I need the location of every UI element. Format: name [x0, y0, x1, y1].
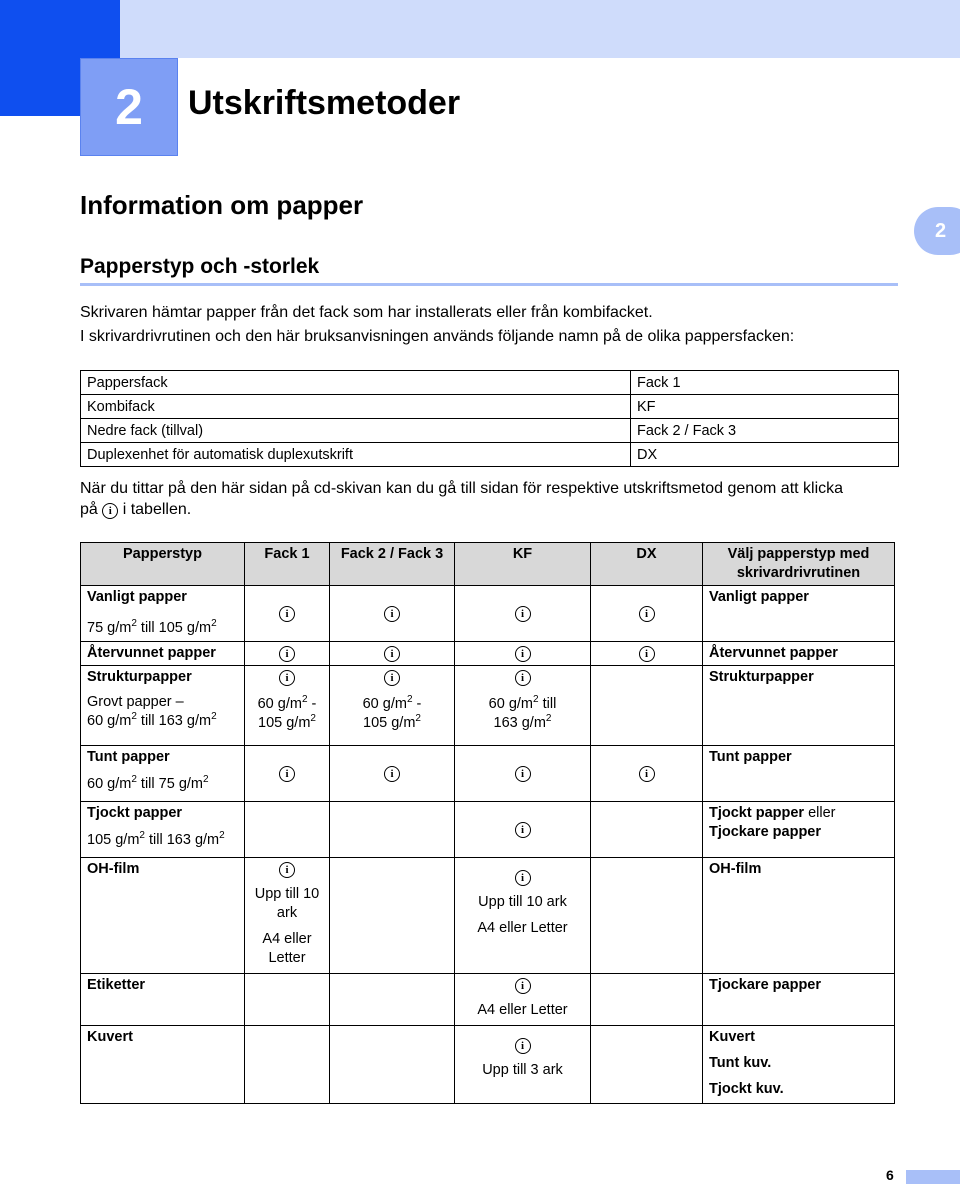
- link-paragraph: När du tittar på den här sidan på cd-skivan kan du gå till sidan för respektive utskriftsmetod genom att klicka: [80, 480, 844, 497]
- info-icon[interactable]: i: [279, 862, 295, 878]
- paper-size: A4 eller Letter: [477, 1002, 568, 1018]
- row-label: Återvunnet papper: [81, 642, 245, 666]
- dx-cell: [591, 666, 703, 746]
- info-icon[interactable]: i: [384, 766, 400, 782]
- paper-size: A4 eller Letter: [262, 931, 312, 966]
- dx-cell: [591, 802, 703, 858]
- dx-cell[interactable]: [591, 746, 703, 802]
- table-row: [81, 1026, 895, 1104]
- fack1-cell: [245, 802, 330, 858]
- driver-cell: Tjockare papper: [703, 974, 895, 1026]
- row-label: [81, 746, 245, 802]
- page-number-bar: [906, 1170, 960, 1184]
- info-icon[interactable]: i: [279, 646, 295, 662]
- info-icon[interactable]: i: [639, 766, 655, 782]
- intro-paragraph: Skrivaren hämtar papper från det fack som har installerats eller från kombifacket.: [80, 304, 653, 321]
- fack1-cell[interactable]: [245, 642, 330, 666]
- chapter-side-tab[interactable]: 2: [914, 207, 960, 255]
- table-row: [81, 642, 895, 666]
- paper-subtype: Grovt papper –: [87, 694, 184, 710]
- subsection-heading: Papperstyp och -storlek: [80, 255, 320, 278]
- info-icon[interactable]: i: [515, 822, 531, 838]
- fack23-cell: [330, 1026, 455, 1104]
- table-header-row: [81, 543, 895, 586]
- paper-type: Tjockt papper: [87, 805, 183, 821]
- page-number: 6: [886, 1167, 894, 1183]
- paper-type: Strukturpapper: [87, 669, 192, 685]
- tray-value: DX: [631, 443, 899, 467]
- paper-type-table: [80, 542, 895, 1104]
- info-icon[interactable]: i: [515, 1038, 531, 1054]
- dx-cell: [591, 858, 703, 974]
- fack23-cell[interactable]: [330, 746, 455, 802]
- table-row: [81, 419, 899, 443]
- kf-cell[interactable]: [455, 666, 591, 746]
- dx-cell[interactable]: [591, 586, 703, 642]
- link-paragraph-text: på: [80, 501, 98, 518]
- kf-cell[interactable]: [455, 642, 591, 666]
- driver-option: Kuvert: [709, 1029, 755, 1045]
- weight-range: 60 $g/m^2$ till 75 $g/m^2$: [87, 774, 209, 792]
- driver-option: Tjockt papper: [709, 805, 805, 821]
- driver-option: Tjockare papper: [709, 824, 822, 840]
- fack1-cell: [245, 974, 330, 1026]
- col-header: Papperstyp: [81, 543, 245, 586]
- info-icon[interactable]: i: [515, 870, 531, 886]
- weight-range: 60 $g/m^2$ till 163 $g/m^2$: [87, 711, 217, 729]
- kf-cell[interactable]: [455, 858, 591, 974]
- table-row: [81, 443, 899, 467]
- tray-value: KF: [631, 395, 899, 419]
- table-row: [81, 395, 899, 419]
- driver-cell: Tunt papper: [703, 746, 895, 802]
- fack1-cell[interactable]: [245, 746, 330, 802]
- driver-connector: eller: [808, 805, 836, 821]
- col-header: Fack 2 / Fack 3: [330, 543, 455, 586]
- tray-name: Duplexenhet för automatisk duplexutskrift: [81, 443, 631, 467]
- col-header: Fack 1: [245, 543, 330, 586]
- fack1-cell: [245, 1026, 330, 1104]
- sheet-limit: Upp till 10 ark: [254, 886, 320, 921]
- table-row: [81, 974, 895, 1026]
- row-label: Etiketter: [81, 974, 245, 1026]
- fack23-cell[interactable]: [330, 586, 455, 642]
- table-row: [81, 666, 895, 746]
- driver-cell: Återvunnet papper: [703, 642, 895, 666]
- tray-value: Fack 2 / Fack 3: [631, 419, 899, 443]
- fack23-cell: [330, 974, 455, 1026]
- driver-cell: OH-film: [703, 858, 895, 974]
- chapter-title: Utskriftsmetoder: [188, 84, 461, 122]
- dx-cell: [591, 974, 703, 1026]
- info-icon[interactable]: i: [639, 606, 655, 622]
- paper-size: A4 eller Letter: [477, 920, 568, 936]
- link-paragraph-cont: [80, 501, 191, 519]
- weight-range: 60 $g/m^2$ - 105 $g/m^2$: [362, 694, 422, 731]
- row-label: [81, 802, 245, 858]
- table-row: [81, 858, 895, 974]
- fack23-cell[interactable]: [330, 642, 455, 666]
- info-icon: i: [102, 503, 118, 519]
- info-icon[interactable]: i: [384, 606, 400, 622]
- table-row: [81, 586, 895, 642]
- fack1-cell[interactable]: [245, 858, 330, 974]
- info-icon[interactable]: i: [279, 606, 295, 622]
- kf-cell[interactable]: [455, 802, 591, 858]
- driver-cell: [703, 1026, 895, 1104]
- table-row: [81, 371, 899, 395]
- heading-rule: [80, 283, 898, 286]
- fack1-cell[interactable]: [245, 586, 330, 642]
- row-label: OH-film: [81, 858, 245, 974]
- weight-range: 60 $g/m^2$ - 105 $g/m^2$: [257, 694, 317, 731]
- dx-cell[interactable]: [591, 642, 703, 666]
- col-header: Välj papperstyp med skrivardrivrutinen: [703, 543, 895, 586]
- tray-names-table: [80, 370, 899, 467]
- kf-cell[interactable]: [455, 1026, 591, 1104]
- paper-type: Tunt papper: [87, 749, 170, 765]
- dx-cell: [591, 1026, 703, 1104]
- tray-name: Kombifack: [81, 395, 631, 419]
- kf-cell[interactable]: [455, 586, 591, 642]
- driver-cell: Vanligt papper: [703, 586, 895, 642]
- row-label: [81, 586, 245, 642]
- link-paragraph-text: i tabellen.: [122, 501, 192, 518]
- info-icon[interactable]: i: [384, 670, 400, 686]
- weight-range: 60 $g/m^2$ till 163 $g/m^2$: [488, 694, 557, 731]
- info-icon[interactable]: i: [515, 606, 531, 622]
- sheet-limit: Upp till 10 ark: [478, 894, 567, 910]
- paper-type: Vanligt papper: [87, 589, 187, 605]
- info-icon[interactable]: i: [515, 646, 531, 662]
- info-icon[interactable]: i: [279, 766, 295, 782]
- kf-cell[interactable]: [455, 974, 591, 1026]
- row-label: [81, 666, 245, 746]
- names-paragraph: I skrivardrivrutinen och den här bruksanvisningen används följande namn på de olika pappersfacken:: [80, 328, 795, 345]
- info-icon[interactable]: i: [515, 766, 531, 782]
- chapter-number: 2: [80, 58, 178, 156]
- tray-name: Nedre fack (tillval): [81, 419, 631, 443]
- kf-cell[interactable]: [455, 746, 591, 802]
- info-icon[interactable]: i: [384, 646, 400, 662]
- table-row: [81, 746, 895, 802]
- driver-option: Tjockt kuv.: [709, 1081, 784, 1097]
- info-icon[interactable]: i: [639, 646, 655, 662]
- fack23-cell: [330, 858, 455, 974]
- sheet-limit: Upp till 3 ark: [482, 1062, 563, 1078]
- fack23-cell[interactable]: [330, 666, 455, 746]
- row-label: Kuvert: [81, 1026, 245, 1104]
- fack23-cell: [330, 802, 455, 858]
- col-header: DX: [591, 543, 703, 586]
- tray-value: Fack 1: [631, 371, 899, 395]
- fack1-cell[interactable]: [245, 666, 330, 746]
- table-row: [81, 802, 895, 858]
- driver-option: Tunt kuv.: [709, 1055, 772, 1071]
- info-icon[interactable]: i: [279, 670, 295, 686]
- weight-range: 105 $g/m^2$ till 163 $g/m^2$: [87, 830, 225, 848]
- info-icon[interactable]: i: [515, 978, 531, 994]
- tray-name: Pappersfack: [81, 371, 631, 395]
- weight-range: 75 $g/m^2$ till 105 $g/m^2$: [87, 618, 217, 636]
- header-band: [0, 0, 960, 58]
- driver-cell: Strukturpapper: [703, 666, 895, 746]
- col-header: KF: [455, 543, 591, 586]
- section-heading: Information om papper: [80, 190, 364, 220]
- info-icon[interactable]: i: [515, 670, 531, 686]
- driver-cell: [703, 802, 895, 858]
